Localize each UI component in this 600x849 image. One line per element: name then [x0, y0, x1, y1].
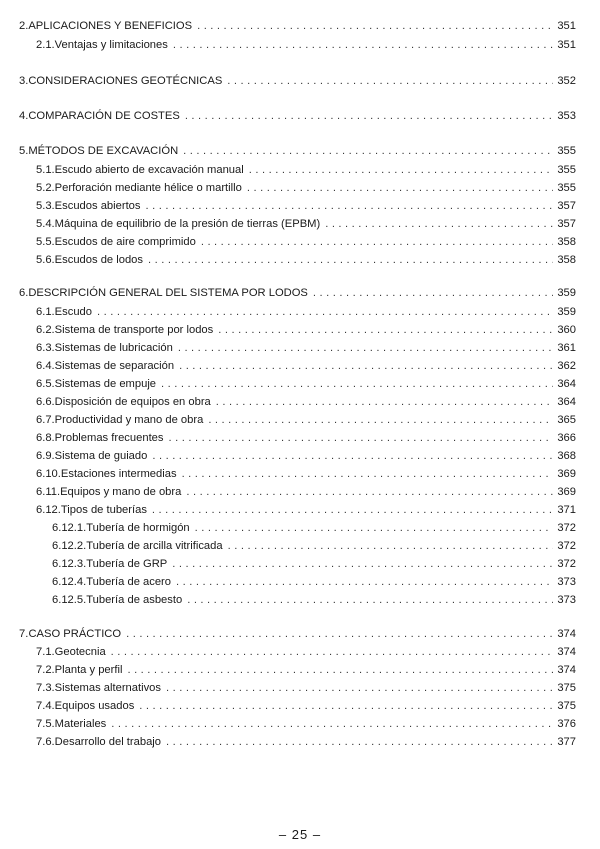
toc-entry-page: 364 [557, 378, 576, 390]
toc-entry-title: Perforación mediante hélice o martillo [54, 182, 242, 194]
dot-leader [173, 38, 553, 52]
toc-entry-page: 365 [557, 414, 576, 426]
dot-leader [185, 109, 554, 123]
toc-entry-page: 361 [557, 342, 576, 354]
toc-entry-title: Desarrollo del trabajo [54, 736, 162, 748]
toc-entry-title: Sistema de transporte por lodos [54, 324, 214, 336]
toc-entry-title: Disposición de equipos en obra [54, 396, 211, 408]
dot-leader [111, 645, 554, 659]
toc-entry-number: 5.2. [36, 182, 55, 194]
dot-leader [169, 431, 554, 445]
toc-entry-page: 357 [557, 218, 576, 230]
toc-entry [36, 323, 576, 337]
toc-entry-number: 6.6. [36, 396, 55, 408]
toc-entry-page: 355 [557, 164, 576, 176]
dot-leader [148, 253, 553, 267]
toc-entry-number: 6.12.4. [52, 576, 87, 588]
toc-entry [36, 645, 576, 659]
toc-entry-page: 359 [557, 287, 576, 299]
dot-leader [97, 305, 553, 319]
toc-entry [36, 681, 576, 695]
toc-entry [36, 413, 576, 427]
toc-entry-number: 5.1. [36, 164, 55, 176]
toc-entry-number: 5.6. [36, 254, 55, 266]
toc-entry-number: 5.3. [36, 200, 55, 212]
toc-entry [36, 717, 576, 731]
toc-entry [36, 235, 576, 249]
toc-entry [19, 144, 576, 158]
toc-entry-number: 6. [19, 287, 29, 299]
toc-entry-number: 6.11. [36, 486, 61, 498]
toc-entry [36, 467, 576, 481]
toc-entry [36, 341, 576, 355]
toc-entry-title: Escudos de aire comprimido [54, 236, 196, 248]
dot-leader [249, 163, 554, 177]
toc-entry-number: 7.3. [36, 682, 55, 694]
toc-entry-number: 7.4. [36, 700, 55, 712]
dot-leader [187, 593, 553, 607]
toc-entry-page: 372 [557, 522, 576, 534]
toc-entry-page: 362 [557, 360, 576, 372]
toc-entry-number: 6.5. [36, 378, 55, 390]
toc-entry [52, 539, 576, 553]
toc-entry-title: Equipos y mano de obra [60, 486, 182, 498]
toc-entry-title: APLICACIONES Y BENEFICIOS [28, 20, 193, 32]
dot-leader [161, 377, 553, 391]
dot-leader [183, 144, 553, 158]
toc-entry-page: 372 [557, 540, 576, 552]
dot-leader [197, 19, 553, 33]
toc-entry-title: Equipos usados [54, 700, 135, 712]
toc-entry-number: 5. [19, 145, 29, 157]
toc-entry-page: 371 [557, 504, 576, 516]
toc-entry-number: 6.2. [36, 324, 55, 336]
toc-entry [52, 575, 576, 589]
toc-entry-title: Problemas frecuentes [54, 432, 164, 444]
toc-entry-title: Máquina de equilibrio de la presión de tierras (EPBM) [54, 218, 321, 230]
toc-entry [19, 109, 576, 123]
toc-entry-number: 6.10. [36, 468, 61, 480]
dot-leader [186, 485, 553, 499]
toc-entry-title: Escudo [54, 306, 92, 318]
toc-entry [36, 395, 576, 409]
toc-entry-page: 358 [557, 236, 576, 248]
dot-leader [247, 181, 553, 195]
toc-entry-title: Geotecnia [54, 646, 106, 658]
dot-leader [126, 627, 553, 641]
toc-entry-title: Sistemas de separación [54, 360, 175, 372]
toc-entry-page: 373 [557, 594, 576, 606]
toc-entry-page: 359 [557, 306, 576, 318]
toc-entry-title: Sistemas alternativos [54, 682, 161, 694]
dot-leader [228, 539, 554, 553]
toc-entry-title: Tubería de hormigón [86, 522, 190, 534]
toc-entry-number: 3. [19, 75, 29, 87]
toc-entry-title: Tubería de acero [86, 576, 172, 588]
dot-leader [172, 557, 553, 571]
toc-entry-page: 375 [557, 682, 576, 694]
toc-entry-number: 6.1. [36, 306, 55, 318]
toc-entry-page: 368 [557, 450, 576, 462]
toc-entry-number: 6.12.2. [52, 540, 87, 552]
toc-entry-title: COMPARACIÓN DE COSTES [28, 110, 180, 122]
toc-entry [36, 305, 576, 319]
toc-entry-number: 6.12. [36, 504, 61, 516]
dot-leader [208, 413, 553, 427]
toc-entry-page: 374 [557, 628, 576, 640]
toc-entry [19, 74, 576, 88]
dot-leader [201, 235, 554, 249]
toc-entry-page: 351 [557, 20, 576, 32]
toc-entry-page: 374 [557, 664, 576, 676]
dot-leader [218, 323, 553, 337]
toc-entry [36, 699, 576, 713]
toc-entry [36, 181, 576, 195]
toc-entry-number: 7. [19, 628, 29, 640]
toc-entry-title: Escudo abierto de excavación manual [54, 164, 244, 176]
dot-leader [166, 681, 553, 695]
toc-entry [36, 449, 576, 463]
toc-entry [19, 627, 576, 641]
toc-entry-title: Escudos de lodos [54, 254, 143, 266]
toc-entry-page: 358 [557, 254, 576, 266]
toc-entry-title: Sistemas de lubricación [54, 342, 173, 354]
toc-entry-page: 369 [557, 486, 576, 498]
toc-entry-page: 377 [557, 736, 576, 748]
toc-entry-title: DESCRIPCIÓN GENERAL DEL SISTEMA POR LODOS [28, 287, 308, 299]
dot-leader [176, 575, 553, 589]
toc-entry-number: 4. [19, 110, 29, 122]
dot-leader [111, 717, 553, 731]
toc-entry [36, 663, 576, 677]
toc-entry [52, 557, 576, 571]
toc-entry-number: 6.12.1. [52, 522, 87, 534]
toc-entry-page: 355 [557, 145, 576, 157]
toc-entry-page: 373 [557, 576, 576, 588]
dot-leader [166, 735, 553, 749]
dot-leader [313, 286, 553, 300]
toc-entry-title: Ventajas y limitaciones [54, 39, 168, 51]
dot-leader [179, 359, 553, 373]
toc-entry-title: CONSIDERACIONES GEOTÉCNICAS [28, 75, 223, 87]
toc-entry-title: Sistema de guiado [54, 450, 148, 462]
toc-entry-page: 364 [557, 396, 576, 408]
toc-entry [36, 199, 576, 213]
toc-entry-title: Materiales [54, 718, 107, 730]
toc-entry-page: 360 [557, 324, 576, 336]
toc-entry-page: 366 [557, 432, 576, 444]
toc-entry-page: 352 [557, 75, 576, 87]
toc-entry-title: CASO PRÁCTICO [28, 628, 122, 640]
toc-entry-number: 7.1. [36, 646, 55, 658]
toc-entry [19, 19, 576, 33]
dot-leader [178, 341, 554, 355]
toc-entry [36, 485, 576, 499]
dot-leader [195, 521, 554, 535]
toc-entry [52, 521, 576, 535]
toc-entry [36, 38, 576, 52]
toc-entry [19, 286, 576, 300]
toc-entry-number: 6.12.3. [52, 558, 87, 570]
toc-entry [36, 503, 576, 517]
page-number-footer: – 25 – [278, 827, 322, 842]
toc-entry-page: 369 [557, 468, 576, 480]
toc-entry [36, 217, 576, 231]
toc-entry [36, 377, 576, 391]
toc-entry [36, 359, 576, 373]
toc-entry [52, 593, 576, 607]
toc-entry-number: 6.3. [36, 342, 55, 354]
toc-entry-number: 2.1. [36, 39, 55, 51]
toc-entry-number: 5.4. [36, 218, 55, 230]
toc-entry [36, 163, 576, 177]
toc-entry-page: 374 [557, 646, 576, 658]
toc-entry-number: 2. [19, 20, 29, 32]
dot-leader [152, 449, 553, 463]
toc-entry-title: Sistemas de empuje [54, 378, 157, 390]
toc-entry-number: 7.6. [36, 736, 55, 748]
dot-leader [216, 395, 554, 409]
toc-entry-title: Escudos abiertos [54, 200, 141, 212]
toc-entry-title: Planta y perfil [54, 664, 123, 676]
toc-entry-title: Tipos de tuberías [60, 504, 147, 516]
toc-entry-title: Estaciones intermedias [60, 468, 177, 480]
toc-entry-number: 6.7. [36, 414, 55, 426]
toc-entry-title: Productividad y mano de obra [54, 414, 204, 426]
toc-entry-title: Tubería de asbesto [86, 594, 183, 606]
dot-leader [127, 663, 553, 677]
dot-leader [152, 503, 553, 517]
toc-entry-number: 6.4. [36, 360, 55, 372]
dot-leader [182, 467, 554, 481]
toc-entry-number: 6.12.5. [52, 594, 87, 606]
toc-entry-number: 7.5. [36, 718, 55, 730]
dot-leader [139, 699, 553, 713]
toc-entry-page: 357 [557, 200, 576, 212]
toc-entry-page: 376 [557, 718, 576, 730]
toc-entry-title: MÉTODOS DE EXCAVACIÓN [28, 145, 179, 157]
dot-leader [146, 199, 554, 213]
toc-entry-page: 353 [557, 110, 576, 122]
toc-entry-page: 375 [557, 700, 576, 712]
toc-entry [36, 735, 576, 749]
toc-entry-page: 351 [557, 39, 576, 51]
toc-entry [36, 253, 576, 267]
toc-entry-title: Tubería de arcilla vitrificada [86, 540, 223, 552]
toc-entry-title: Tubería de GRP [86, 558, 168, 570]
toc-entry [36, 431, 576, 445]
toc-entry-number: 7.2. [36, 664, 55, 676]
dot-leader [325, 217, 553, 231]
toc-entry-page: 372 [557, 558, 576, 570]
toc-entry-number: 5.5. [36, 236, 55, 248]
toc-entry-page: 355 [557, 182, 576, 194]
dot-leader [227, 74, 553, 88]
toc-entry-number: 6.9. [36, 450, 55, 462]
toc-entry-number: 6.8. [36, 432, 55, 444]
